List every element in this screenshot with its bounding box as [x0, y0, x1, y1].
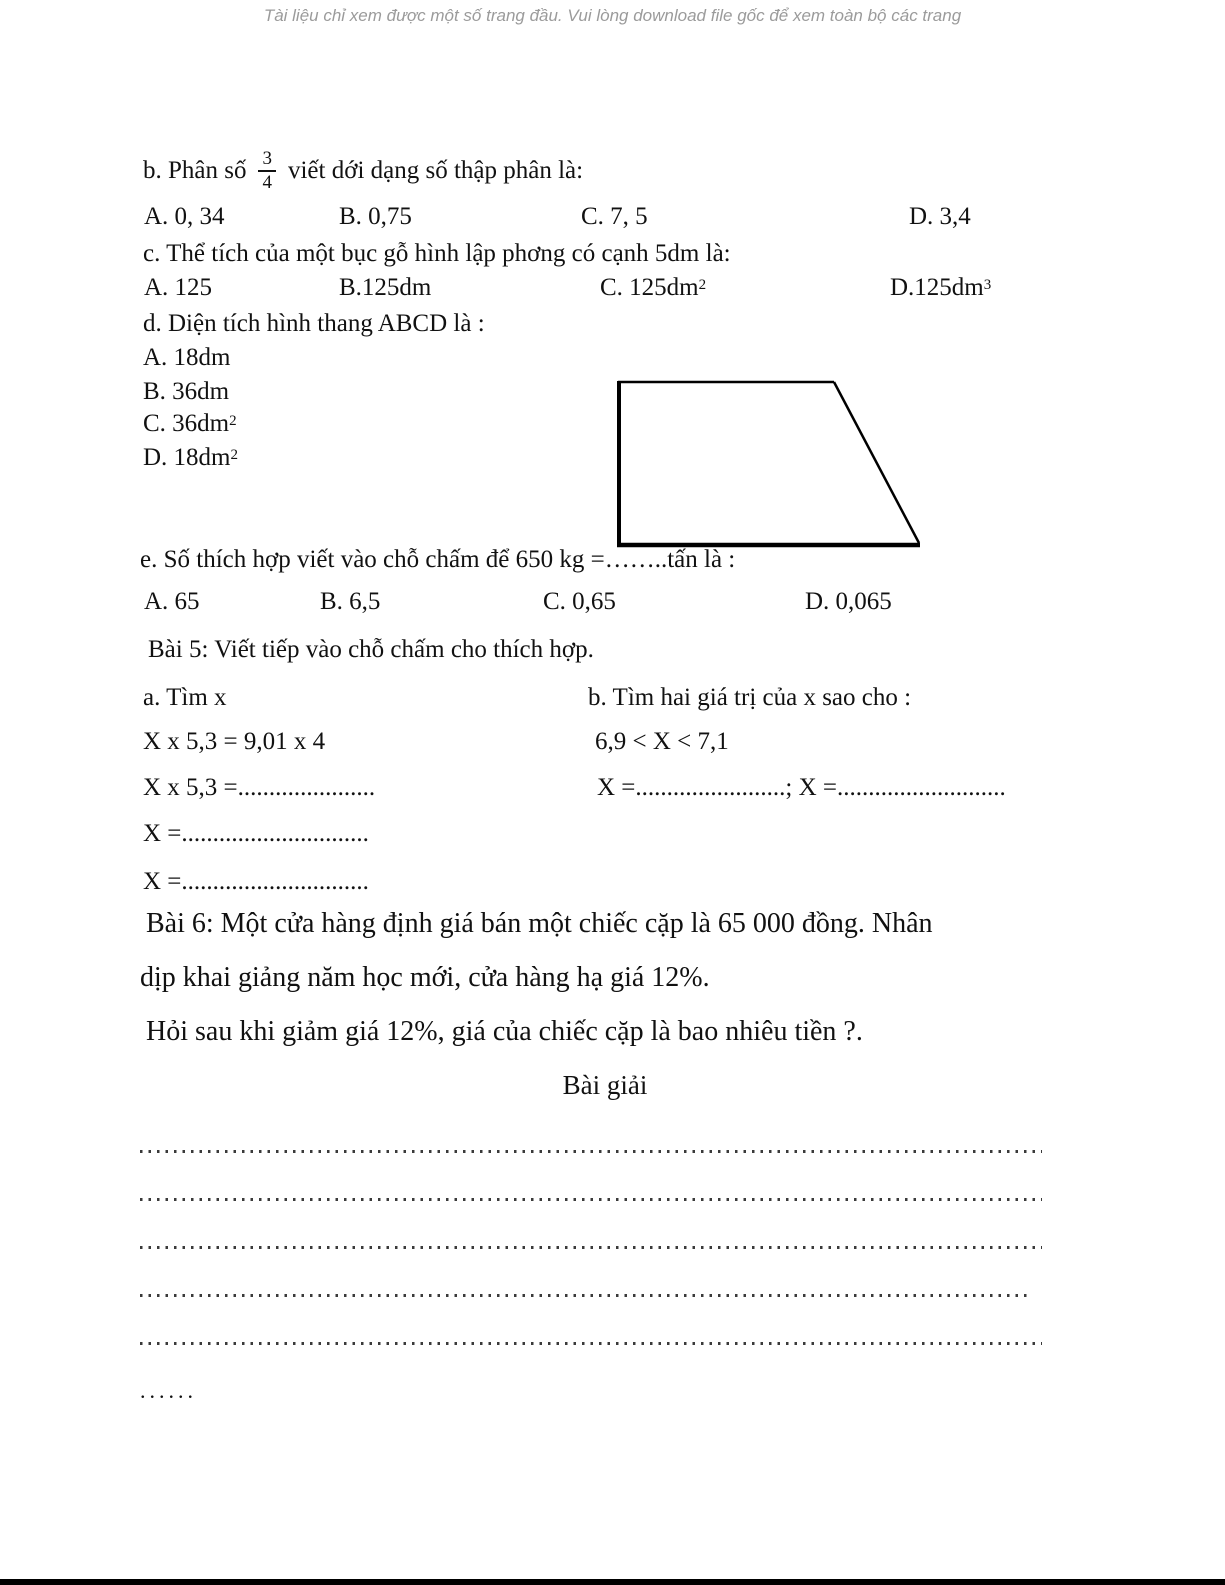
question-b-prefix: b. Phân số — [143, 157, 247, 184]
trapezoid-figure — [612, 373, 926, 555]
answer-dotted-line-6: ...... — [140, 1378, 197, 1403]
answer-dotted-line-1 — [140, 1150, 1042, 1153]
fraction-numerator: 3 — [258, 149, 276, 172]
question-d-text: d. Diện tích hình thang ABCD là : — [143, 310, 485, 337]
option-c-d: $D.125dm^3$ — [890, 274, 992, 301]
exercise-6-line-3: Hỏi sau khi giảm giá 12%, giá của chiếc cặp là bao nhiêu tiền ?. — [146, 1016, 863, 1047]
superscript-2: 2 — [230, 447, 238, 463]
option-e-b: B. 6,5 — [320, 588, 381, 615]
option-d-b: B. 36dm — [143, 378, 230, 405]
exercise-5a-fill-line: X x 5,3 =...................... — [143, 774, 376, 801]
fraction-denominator: 4 — [262, 172, 272, 193]
option-b-c: C. 7, 5 — [581, 203, 648, 230]
page-bottom-bar — [0, 1579, 1225, 1585]
option-e-d: D. 0,065 — [805, 588, 892, 615]
option-b-b: B. 0,75 — [339, 203, 412, 230]
answer-dotted-line-4 — [140, 1294, 1028, 1297]
fraction-three-fourths — [258, 149, 276, 193]
option-d-c: C. $36dm^2$ — [143, 410, 237, 437]
question-e-text: e. Số thích hợp viết vào chỗ chấm để 650 kg =……..tấn là : — [140, 546, 736, 573]
exercise-5b-inequality: 6,9 < X < 7,1 — [595, 728, 729, 755]
option-c-a: A. 125 — [144, 274, 213, 301]
option-e-a: A. 65 — [144, 588, 200, 615]
exercise-5a-header: a. Tìm x — [143, 684, 227, 711]
solution-heading: Bài giải — [562, 1070, 648, 1100]
answer-dotted-line-3 — [140, 1246, 1042, 1249]
superscript-2: 2 — [229, 413, 237, 429]
exercise-5a-equation: X x 5,3 = 9,01 x 4 — [143, 728, 326, 755]
option-d-d: D. $18dm^2$ — [143, 444, 238, 471]
answer-dotted-line-5 — [140, 1342, 1042, 1345]
exercise-5b-fill-line: X =........................; X =........................... — [597, 774, 1006, 801]
option-b-d: D. 3,4 — [909, 203, 971, 230]
superscript-3: 3 — [983, 277, 992, 293]
superscript-2: 2 — [698, 277, 707, 293]
question-b-suffix: viết dới dạng số thập phân là: — [287, 157, 584, 184]
exercise-6-line-1: Bài 6: Một cửa hàng định giá bán một chiếc cặp là 65 000 đồng. Nhân — [146, 908, 933, 939]
exercise-5a-x-line-1: X =.............................. — [143, 820, 369, 847]
exercise-5-title: Bài 5: Viết tiếp vào chỗ chấm cho thích hợp. — [148, 636, 594, 663]
option-c-c: C. $125dm^2$ — [600, 274, 707, 301]
option-e-c: C. 0,65 — [543, 588, 616, 615]
option-b-a: A. 0, 34 — [144, 203, 225, 230]
exercise-5a-x-line-2: X =.............................. — [143, 868, 369, 895]
exercise-6-line-2: dịp khai giảng năm học mới, cửa hàng hạ giá 12%. — [140, 962, 710, 993]
option-c-b: B.125dm — [339, 274, 432, 301]
preview-watermark: Tài liệu chỉ xem được một số trang đầu. Vui lòng download file gốc để xem toàn bộ các trang — [263, 6, 962, 25]
question-c-text: c. Thể tích của một bục gỗ hình lập phơng có cạnh 5dm là: — [143, 240, 731, 267]
exercise-5b-header: b. Tìm hai giá trị của x sao cho : — [588, 684, 912, 711]
option-d-a: A. 18dm — [143, 344, 231, 371]
question-b-text — [143, 140, 583, 202]
answer-dotted-line-2 — [140, 1198, 1042, 1201]
